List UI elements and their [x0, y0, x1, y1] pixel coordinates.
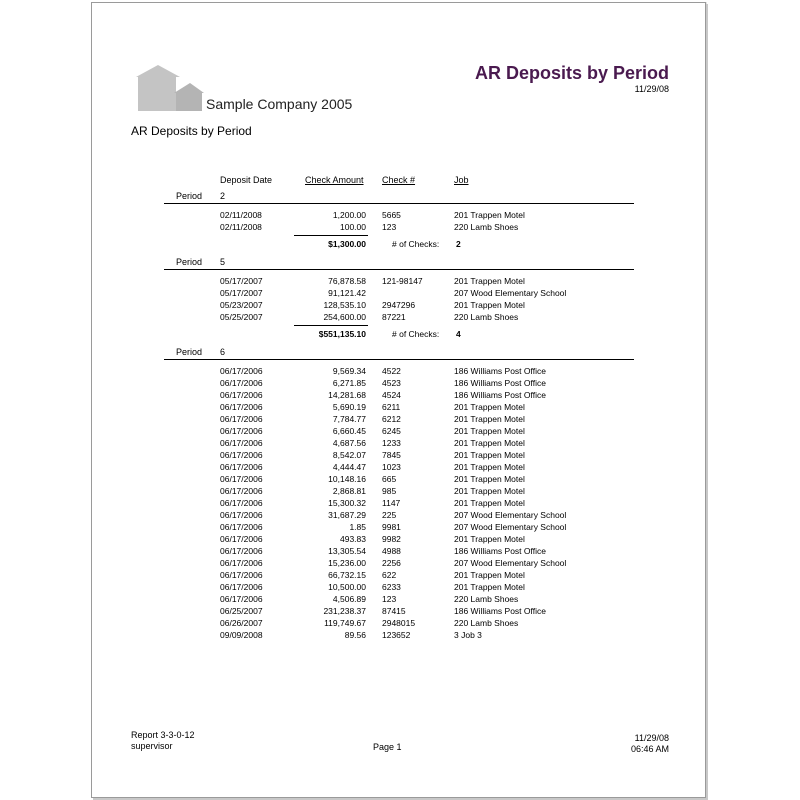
report-subtitle: AR Deposits by Period: [131, 124, 252, 138]
deposit-date-cell: 06/17/2006: [220, 462, 263, 472]
table-row: [220, 557, 620, 569]
check-amount-cell: 231,238.37: [323, 606, 366, 616]
job-cell: 207 Wood Elementary School: [454, 510, 567, 520]
period-header: [164, 191, 634, 205]
check-amount-cell: 128,535.10: [323, 300, 366, 310]
check-number-cell: 6211: [382, 402, 401, 412]
job-cell: 201 Trappen Motel: [454, 414, 525, 424]
table-row: [220, 509, 620, 521]
company-logo: [134, 63, 204, 111]
check-amount-cell: 493.83: [340, 534, 366, 544]
deposit-date-cell: 06/17/2006: [220, 582, 263, 592]
check-amount-cell: 6,271.85: [332, 378, 366, 388]
footer-report-id: Report 3-3-0-12: [131, 730, 195, 740]
deposit-date-cell: 06/25/2007: [220, 606, 263, 616]
job-cell: 201 Trappen Motel: [454, 210, 525, 220]
check-number-cell: 1147: [382, 498, 401, 508]
check-amount-cell: 7,784.77: [332, 414, 366, 424]
table-row: [220, 593, 620, 605]
checks-count-label: # of Checks:: [392, 239, 440, 249]
table-row: [220, 377, 620, 389]
job-cell: 220 Lamb Shoes: [454, 222, 519, 232]
job-cell: 201 Trappen Motel: [454, 534, 525, 544]
deposit-date-cell: 06/17/2006: [220, 438, 263, 448]
period-divider: [164, 203, 634, 204]
check-amount-cell: 13,305.54: [328, 546, 366, 556]
table-row: [220, 287, 620, 299]
report-page: [91, 2, 706, 798]
table-row: [220, 449, 620, 461]
deposit-date-cell: 05/25/2007: [220, 312, 263, 322]
job-cell: 201 Trappen Motel: [454, 498, 525, 508]
period-subtotal: $1,300.00: [328, 239, 366, 249]
column-header-check-amount: Check Amount: [305, 175, 364, 185]
check-number-cell: 4988: [382, 546, 401, 556]
job-cell: 207 Wood Elementary School: [454, 558, 567, 568]
check-number-cell: 1233: [382, 438, 401, 448]
table-row: [220, 569, 620, 581]
period-number: 2: [220, 191, 226, 201]
deposit-date-cell: 06/17/2006: [220, 426, 263, 436]
check-amount-cell: 31,687.29: [328, 510, 366, 520]
period-header: [164, 257, 634, 271]
footer-user: supervisor: [131, 741, 173, 751]
check-number-cell: 7845: [382, 450, 401, 460]
table-row: [220, 605, 620, 617]
check-amount-cell: 9,569.34: [332, 366, 366, 376]
table-row: [220, 629, 620, 641]
deposit-date-cell: 06/17/2006: [220, 546, 263, 556]
job-cell: 201 Trappen Motel: [454, 438, 525, 448]
table-row: [220, 425, 620, 437]
check-amount-cell: 4,506.89: [332, 594, 366, 604]
check-amount-cell: 100.00: [340, 222, 366, 232]
footer-left: [131, 730, 195, 752]
column-header-deposit-date: Deposit Date: [220, 175, 273, 185]
check-amount-cell: 119,749.67: [324, 618, 366, 628]
deposit-date-cell: 06/17/2006: [220, 594, 263, 604]
table-row: [220, 275, 620, 287]
job-cell: 207 Wood Elementary School: [454, 522, 567, 532]
check-amount-cell: 89.56: [344, 630, 366, 640]
check-number-cell: 123: [382, 594, 397, 604]
check-amount-cell: 1,200.00: [332, 210, 366, 220]
table-row: [220, 617, 620, 629]
job-cell: 201 Trappen Motel: [454, 300, 525, 310]
job-cell: 201 Trappen Motel: [454, 486, 525, 496]
table-row: [220, 485, 620, 497]
job-cell: 186 Williams Post Office: [454, 606, 546, 616]
deposit-date-cell: 06/17/2006: [220, 558, 263, 568]
table-row: [220, 311, 620, 323]
check-number-cell: 985: [382, 486, 397, 496]
check-number-cell: 9982: [382, 534, 401, 544]
deposit-date-cell: 06/17/2006: [220, 522, 263, 532]
job-cell: 220 Lamb Shoes: [454, 594, 519, 604]
report-date: 11/29/08: [634, 84, 669, 94]
check-number-cell: 4522: [382, 366, 401, 376]
footer-page-number: Page 1: [373, 742, 402, 752]
period-header: [164, 347, 634, 361]
deposit-date-cell: 06/17/2006: [220, 486, 263, 496]
company-name: Sample Company 2005: [206, 96, 353, 112]
check-amount-cell: 254,600.00: [323, 312, 366, 322]
period-divider: [164, 269, 634, 270]
table-row: [220, 533, 620, 545]
checks-count-label: # of Checks:: [392, 329, 440, 339]
period-label: Period: [176, 347, 203, 357]
deposit-date-cell: 06/17/2006: [220, 366, 263, 376]
check-amount-cell: 15,236.00: [328, 558, 366, 568]
period-label: Period: [176, 257, 203, 267]
deposit-date-cell: 02/11/2008: [220, 222, 262, 232]
check-amount-cell: 8,542.07: [332, 450, 366, 460]
period-divider: [164, 359, 634, 360]
table-row: [220, 461, 620, 473]
check-amount-cell: 1.85: [349, 522, 366, 532]
table-row: [220, 389, 620, 401]
check-number-cell: 5665: [382, 210, 401, 220]
check-number-cell: 123652: [382, 630, 411, 640]
check-amount-cell: 2,868.81: [332, 486, 366, 496]
check-number-cell: 4524: [382, 390, 401, 400]
job-cell: 201 Trappen Motel: [454, 450, 525, 460]
job-cell: 186 Williams Post Office: [454, 390, 546, 400]
table-row: [220, 581, 620, 593]
job-cell: 201 Trappen Motel: [454, 402, 525, 412]
footer-date: 11/29/08: [634, 733, 669, 743]
table-row: [220, 497, 620, 509]
period-number: 5: [220, 257, 226, 267]
deposit-date-cell: 02/11/2008: [220, 210, 262, 220]
job-cell: 201 Trappen Motel: [454, 474, 525, 484]
deposit-date-cell: 06/17/2006: [220, 498, 263, 508]
period-number: 6: [220, 347, 226, 357]
check-number-cell: 2256: [382, 558, 401, 568]
check-number-cell: 4523: [382, 378, 401, 388]
deposit-date-cell: 06/17/2006: [220, 390, 263, 400]
job-cell: 201 Trappen Motel: [454, 426, 525, 436]
check-amount-cell: 5,690.19: [332, 402, 366, 412]
deposit-date-cell: 05/23/2007: [220, 300, 263, 310]
check-amount-cell: 15,300.32: [328, 498, 366, 508]
job-cell: 186 Williams Post Office: [454, 378, 546, 388]
table-row: [220, 437, 620, 449]
job-cell: 186 Williams Post Office: [454, 546, 546, 556]
deposit-date-cell: 06/26/2007: [220, 618, 263, 628]
table-row: [220, 413, 620, 425]
column-header-check-number: Check #: [382, 175, 416, 185]
deposit-date-cell: 05/17/2007: [220, 288, 263, 298]
job-cell: 207 Wood Elementary School: [454, 288, 567, 298]
period-label: Period: [176, 191, 203, 201]
deposit-date-cell: 06/17/2006: [220, 474, 263, 484]
footer-right: [631, 733, 669, 755]
deposit-date-cell: 06/17/2006: [220, 534, 263, 544]
check-amount-cell: 10,148.16: [328, 474, 366, 484]
check-number-cell: 2948015: [382, 618, 416, 628]
job-cell: 220 Lamb Shoes: [454, 312, 519, 322]
deposit-date-cell: 06/17/2006: [220, 450, 263, 460]
check-number-cell: 123: [382, 222, 397, 232]
table-row: [220, 521, 620, 533]
table-row: [220, 209, 620, 221]
job-cell: 201 Trappen Motel: [454, 582, 525, 592]
check-amount-cell: 4,444.47: [332, 462, 366, 472]
check-amount-cell: 6,660.45: [332, 426, 366, 436]
column-header-job: Job: [454, 175, 469, 185]
footer-time: 06:46 AM: [630, 744, 669, 754]
period-subtotal: $551,135.10: [318, 329, 366, 339]
deposit-date-cell: 06/17/2006: [220, 402, 263, 412]
check-number-cell: 121-98147: [382, 276, 423, 286]
job-cell: 201 Trappen Motel: [454, 462, 525, 472]
table-row: [220, 365, 620, 377]
table-row: [220, 221, 620, 233]
deposit-date-cell: 06/17/2006: [220, 510, 263, 520]
job-cell: 186 Williams Post Office: [454, 366, 546, 376]
table-row: [220, 299, 620, 311]
deposit-date-cell: 06/17/2006: [220, 570, 263, 580]
report-title: AR Deposits by Period: [474, 63, 669, 83]
check-number-cell: 6233: [382, 582, 401, 592]
check-number-cell: 87221: [382, 312, 406, 322]
check-number-cell: 87415: [382, 606, 406, 616]
check-number-cell: 6245: [382, 426, 401, 436]
check-number-cell: 9981: [382, 522, 401, 532]
check-number-cell: 2947296: [382, 300, 416, 310]
checks-count: 4: [456, 329, 461, 339]
check-amount-cell: 10,500.00: [328, 582, 366, 592]
check-number-cell: 665: [382, 474, 397, 484]
check-amount-cell: 91,121.42: [328, 288, 366, 298]
check-amount-cell: 66,732.15: [328, 570, 366, 580]
table-row: [220, 473, 620, 485]
deposit-date-cell: 06/17/2006: [220, 414, 263, 424]
checks-count: 2: [456, 239, 461, 249]
deposit-date-cell: 06/17/2006: [220, 378, 263, 388]
job-cell: 201 Trappen Motel: [454, 570, 525, 580]
check-number-cell: 1023: [382, 462, 401, 472]
job-cell: 201 Trappen Motel: [454, 276, 525, 286]
deposit-date-cell: 05/17/2007: [220, 276, 263, 286]
check-amount-cell: 4,687.56: [332, 438, 366, 448]
table-row: [220, 401, 620, 413]
deposit-date-cell: 09/09/2008: [220, 630, 263, 640]
subtotal-divider: [294, 325, 368, 326]
check-amount-cell: 14,281.68: [328, 390, 366, 400]
job-cell: 3 Job 3: [454, 630, 482, 640]
job-cell: 220 Lamb Shoes: [454, 618, 519, 628]
check-number-cell: 225: [382, 510, 397, 520]
subtotal-divider: [294, 235, 368, 236]
table-row: [220, 545, 620, 557]
check-number-cell: 6212: [382, 414, 401, 424]
check-amount-cell: 76,878.58: [328, 276, 366, 286]
check-number-cell: 622: [382, 570, 397, 580]
